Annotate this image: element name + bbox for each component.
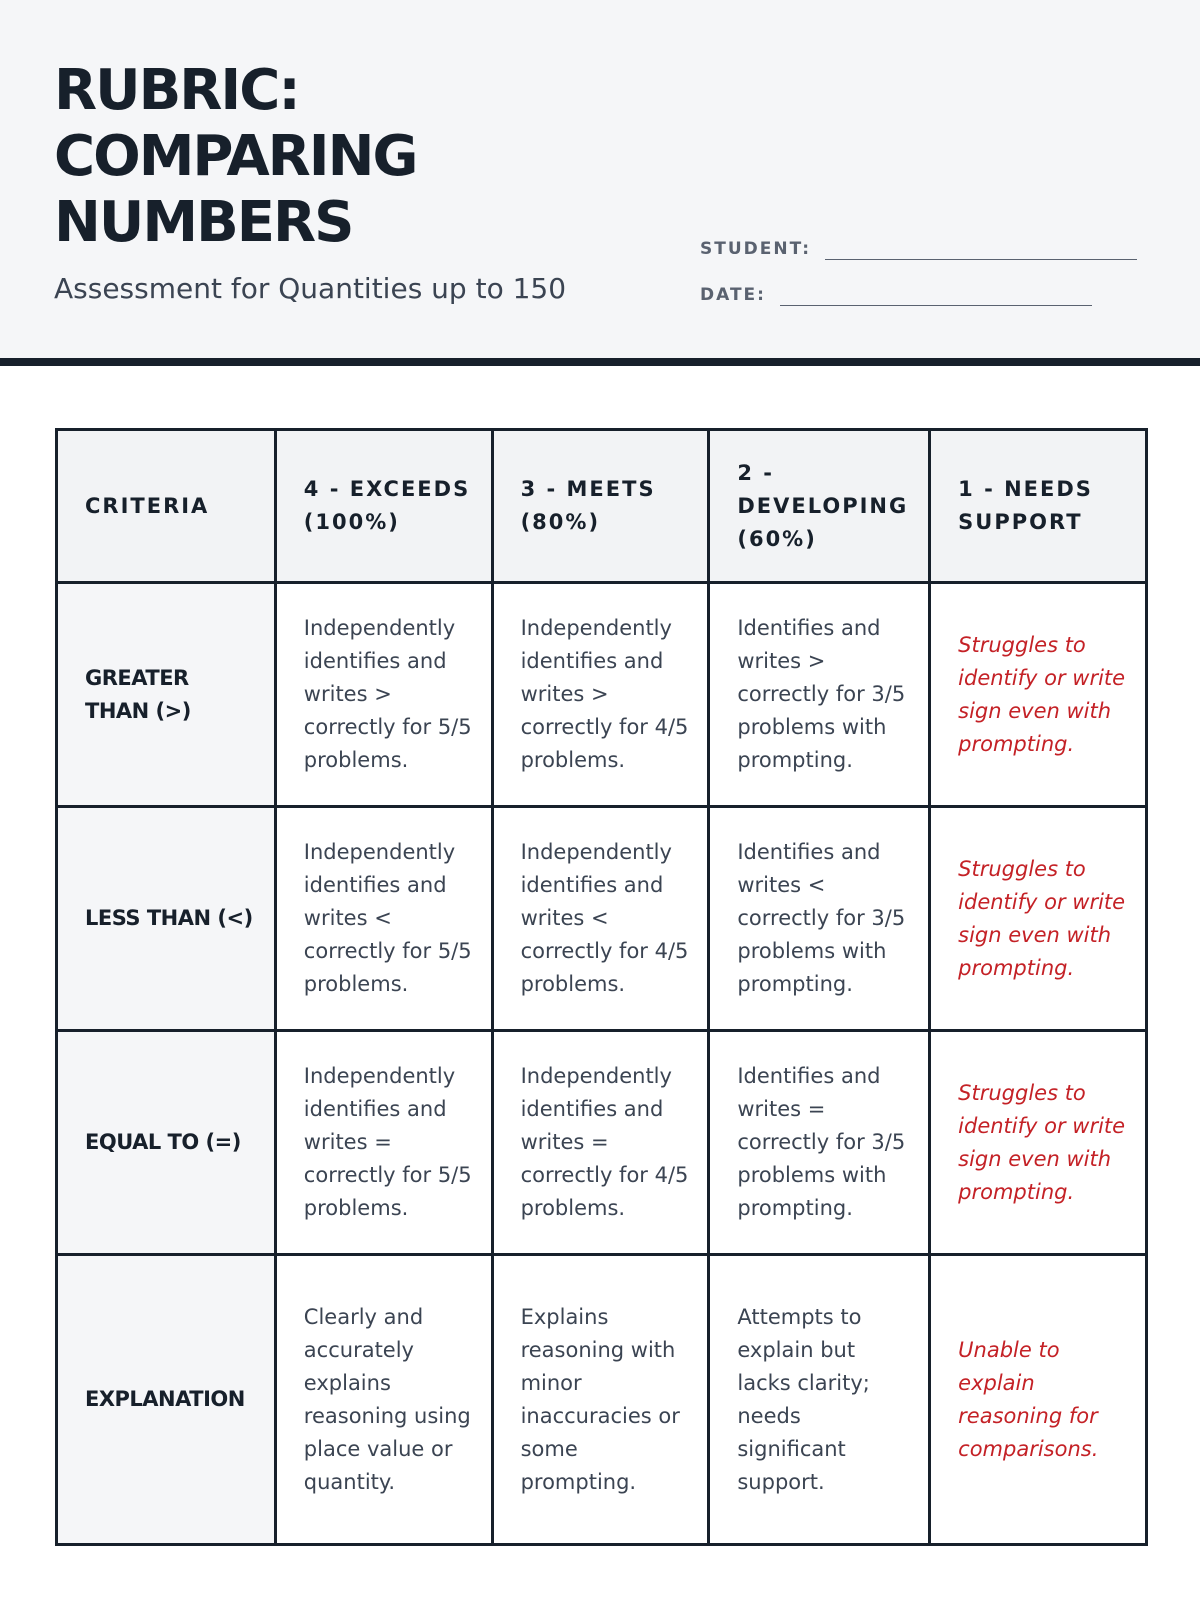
cell-level-4: Independently identifies and writes > correctly for 5/5 problems. — [275, 583, 492, 807]
student-label: STUDENT: — [700, 239, 812, 259]
table-row — [57, 807, 1147, 1031]
cell-level-2: Identifies and writes > correctly for 3/5 problems with prompting. — [709, 583, 930, 807]
table-row — [57, 583, 1147, 807]
header-level-2: 2 - DEVELOPING (60%) — [709, 430, 930, 583]
title-line-3: NUMBERS — [54, 190, 353, 255]
cell-level-3: Independently identifies and writes = correctly for 4/5 problems. — [492, 1031, 709, 1255]
cell-level-4: Independently identifies and writes < correctly for 5/5 problems. — [275, 807, 492, 1031]
cell-level-2: Attempts to explain but lacks clarity; needs significant support. — [709, 1255, 930, 1545]
header-level-3: 3 - MEETS (80%) — [492, 430, 709, 583]
cell-level-1: Struggles to identify or write sign even with prompting. — [930, 807, 1147, 1031]
header-level-4: 4 - EXCEEDS (100%) — [275, 430, 492, 583]
criteria-explanation: EXPLANATION — [57, 1255, 276, 1545]
table-row — [57, 1255, 1147, 1545]
cell-level-3: Independently identifies and writes < correctly for 4/5 problems. — [492, 807, 709, 1031]
date-label: DATE: — [700, 285, 766, 305]
criteria-greater-than: GREATER THAN (>) — [57, 583, 276, 807]
criteria-less-than: LESS THAN (<) — [57, 807, 276, 1031]
student-field — [700, 238, 1137, 260]
cell-level-3: Explains reasoning with minor inaccuracies or some prompting. — [492, 1255, 709, 1545]
cell-level-1: Struggles to identify or write sign even with prompting. — [930, 1031, 1147, 1255]
student-name-line[interactable] — [825, 239, 1137, 260]
cell-level-3: Independently identifies and writes > correctly for 4/5 problems. — [492, 583, 709, 807]
page-subtitle: Assessment for Quantities up to 150 — [54, 272, 567, 305]
cell-level-4: Clearly and accurately explains reasoning using place value or quantity. — [275, 1255, 492, 1545]
date-line[interactable] — [780, 285, 1092, 306]
header-band — [0, 0, 1200, 366]
criteria-equal-to: EQUAL TO (=) — [57, 1031, 276, 1255]
header-criteria: CRITERIA — [57, 430, 276, 583]
title-line-1: RUBRIC: — [54, 58, 299, 123]
cell-level-4: Independently identifies and writes = correctly for 5/5 problems. — [275, 1031, 492, 1255]
rubric-table — [55, 428, 1148, 1546]
cell-level-1: Unable to explain reasoning for comparisons. — [930, 1255, 1147, 1545]
title-line-2: COMPARING — [54, 124, 417, 189]
cell-level-2: Identifies and writes = correctly for 3/5 problems with prompting. — [709, 1031, 930, 1255]
page-title — [54, 58, 416, 256]
table-header-row — [57, 430, 1147, 583]
table-row — [57, 1031, 1147, 1255]
date-field — [700, 284, 1092, 306]
cell-level-2: Identifies and writes < correctly for 3/5 problems with prompting. — [709, 807, 930, 1031]
header-level-1: 1 - NEEDS SUPPORT — [930, 430, 1147, 583]
cell-level-1: Struggles to identify or write sign even with prompting. — [930, 583, 1147, 807]
